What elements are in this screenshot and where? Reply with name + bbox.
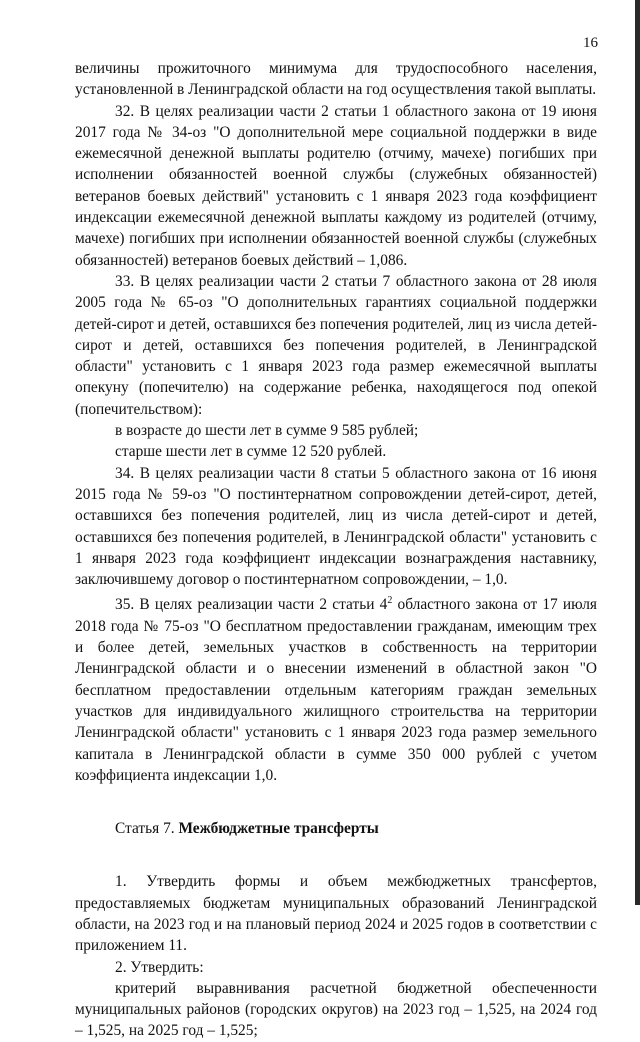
paragraph-continuation: величины прожиточного минимума для трудоспособного населения, установленной в Ленинградской области на год осуществления такой выплаты. <box>75 60 597 99</box>
article-prefix: Статья 7. <box>115 820 179 838</box>
superscript: 2 <box>387 595 393 607</box>
article-7-point-2-criterion: критерий выравнивания расчетной бюджетной обеспеченности муниципальных районов (городских округов) на 2023 год – 1,525, на 2024 год – 1,525, на 2025 год – 1,525; <box>75 979 597 1040</box>
paragraph-35-rest: областного закона от 17 июля 2018 года № 75-оз "О бесплатном предоставлении гражданам, имеющим трех и более детей, земельных участков в собственность на территории Ленинградской области и о внесении изменений в областной закон "О бесплатном предоставлении отдельным категориям граждан земельных участков для индивидуального жилищного строительства на территории Ленинградской области" установить с 1 января 2023 года размер земельного капитала в Ленинградской области в сумме 350 000 рублей с учетом коэффициента индексации 1,0. <box>75 596 598 784</box>
paragraph-33: 33. В целях реализации части 2 статьи 7 областного закона от 28 июля 2005 года № 65-оз "О дополнительных гарантиях социальной поддержки детей-сирот и детей, оставшихся без попечения родителей, лиц из числа детей-сирот и детей, оставшихся без попечения родителей, в Ленинградской области" установить с 1 января 2023 года размер ежемесячной выплаты опекуну (попечителю) на содержание ребенка, находящегося под опекой (попечительством): <box>75 272 597 418</box>
document-body <box>75 58 597 1042</box>
article-7-point-2: 2. Утвердить: <box>115 958 204 976</box>
paragraph-35-start: 35. В целях реализации части 2 статьи 4 <box>115 596 388 614</box>
page-number: 16 <box>583 35 598 51</box>
scan-edge <box>635 0 640 905</box>
paragraph-32: 32. В целях реализации части 2 статьи 1 областного закона от 19 июня 2017 года № 34-оз "О дополнительной мере социальной поддержки в виде ежемесячной денежной выплаты родителю (отчиму, мачехе) погибших при исполнении обязанностей военной службы (служебных обязанностей) ветеранов боевых действий" установить с 1 января 2023 года коэффициент индексации ежемесячной денежной выплаты каждому из родителей (отчиму, мачехе) погибших при исполнении обязанностей военной службы (служебных обязанностей) ветеранов боевых действий – 1,086. <box>75 102 597 269</box>
paragraph-34: 34. В целях реализации части 8 статьи 5 областного закона от 16 июня 2015 года № 59-оз "О постинтернатном сопровождении детей-сирот, детей, оставшихся без попечения родителей, лиц из числа детей-сирот и детей, оставшихся без попечения родителей, в Ленинградской области" установить с 1 января 2023 года коэффициент индексации вознаграждения наставнику, заключившему договор о постинтернатном сопровождении, – 1,0. <box>75 464 597 589</box>
article-title: Межбюджетные трансферты <box>178 820 379 838</box>
paragraph-35 <box>75 590 597 786</box>
article-7-point-1: 1. Утвердить формы и объем межбюджетных трансфертов, предоставляемых бюджетам муниципальных образований Ленинградской области, на 2023 год и на плановый период 2024 и 2025 годов в соответствии с приложением 11. <box>75 873 597 955</box>
paragraph-33-item-over-six: старше шести лет в сумме 12 520 рублей. <box>115 443 387 461</box>
article-heading <box>75 818 597 839</box>
paragraph-33-item-under-six: в возрасте до шести лет в сумме 9 585 рублей; <box>115 422 419 440</box>
